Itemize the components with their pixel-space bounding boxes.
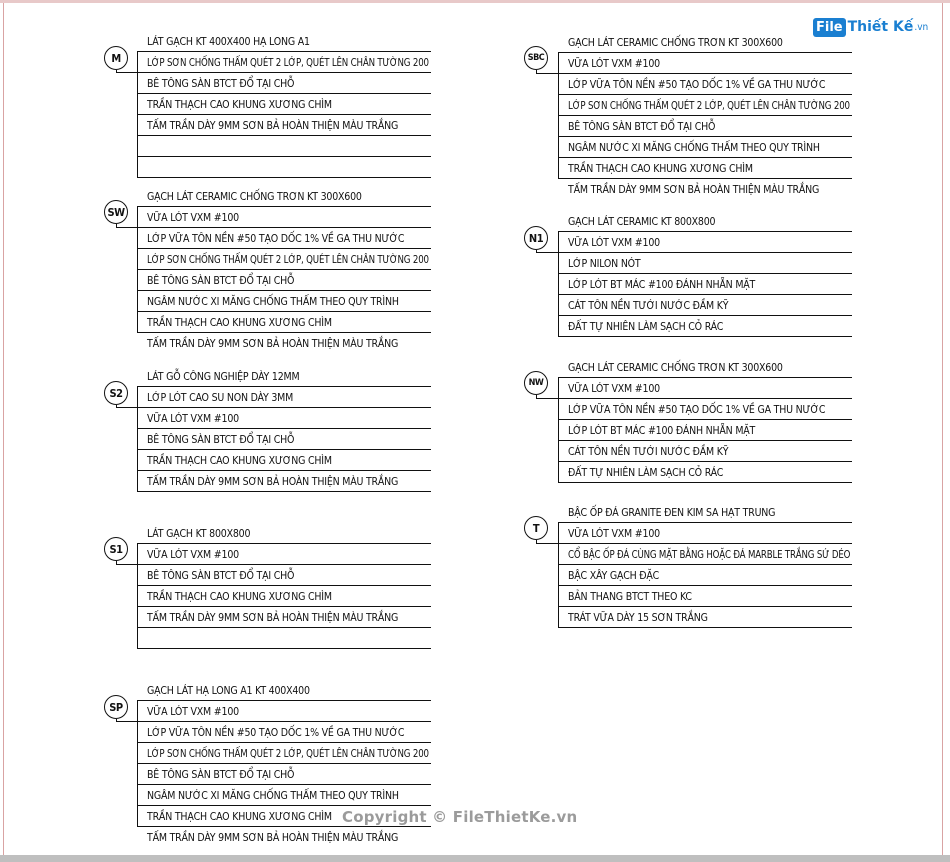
layer-row [137,586,431,607]
layer-row [558,565,852,586]
layer-row [137,565,431,586]
logo-brand-box: File [813,18,846,37]
frame-left-border [3,3,4,855]
marker-n1: N1 [524,226,548,250]
layer-label: ĐẤT TỰ NHIÊN LÀM SẠCH CỎ RÁC [568,321,724,333]
layer-row [137,73,431,94]
layer-row [558,95,852,116]
layer-label: TRẦN THẠCH CAO KHUNG XƯƠNG CHÌM [147,591,332,603]
marker-sp: SP [104,695,128,719]
layer-row [558,32,852,53]
marker-m: M [104,46,128,70]
layer-row [558,116,852,137]
layer-row [137,136,431,157]
layer-label: TẤM TRẦN DÀY 9MM SƠN BẢ HOÀN THIỆN MÀU TRẮNG [147,612,399,624]
layer-label: TRẦN THẠCH CAO KHUNG XƯƠNG CHÌM [147,455,332,467]
layer-label: NGÂM NƯỚC XI MĂNG CHỐNG THẤM THEO QUY TRÌNH [147,790,399,802]
leader-spur-sw [116,227,137,228]
layer-label: TẤM TRẦN DÀY 9MM SƠN BẢ HOÀN THIỆN MÀU TRẮNG [147,120,399,132]
layer-label: BÊ TÔNG SÀN BTCT ĐỔ TẠI CHỖ [568,121,716,133]
layer-label: TẤM TRẦN DÀY 9MM SƠN BẢ HOÀN THIỆN MÀU TRẮNG [147,476,399,488]
layer-row [558,544,852,565]
layer-label: BÊ TÔNG SÀN BTCT ĐỔ TẠI CHỖ [147,275,295,287]
layer-row [558,137,852,158]
leader-spur-sbc [536,73,558,74]
layer-row [137,52,431,73]
layer-row [137,249,431,270]
layer-row [137,291,431,312]
layer-row [137,270,431,291]
layer-label: VỮA LÓT VXM #100 [568,237,660,249]
layer-row [558,399,852,420]
layer-label: NGÂM NƯỚC XI MĂNG CHỐNG THẤM THEO QUY TRÌNH [568,142,820,154]
layer-label: TẤM TRẦN DÀY 9MM SƠN BẢ HOÀN THIỆN MÀU TRẮNG [147,338,399,350]
layer-row [558,420,852,441]
layer-label: TRẦN THẠCH CAO KHUNG XƯƠNG CHÌM [147,99,332,111]
layer-label: GẠCH LÁT HẠ LONG A1 KT 400X400 [147,685,310,697]
layer-label: VỮA LÓT VXM #100 [147,413,239,425]
layer-row [558,295,852,316]
layer-label: LÁT GỖ CÔNG NGHIỆP DÀY 12MM [147,371,300,383]
frame-right-border [942,3,943,855]
layer-label: BÊ TÔNG SÀN BTCT ĐỔ TẠI CHỖ [147,570,295,582]
layer-label: LÁT GẠCH KT 400X400 HẠ LONG A1 [147,36,310,48]
layer-row [558,523,852,544]
layer-label: LỚP VỮA TÔN NỀN #50 TẠO DỐC 1% VỀ GA THU NƯỚC [568,79,826,91]
layer-row [137,628,431,649]
layer-label: LỚP SƠN CHỐNG THẤM QUÉT 2 LỚP, QUÉT LÊN CHÂN TƯỜNG 200 [568,100,850,112]
frame-top-border [0,0,950,3]
layer-label: LỚP LÓT BT MÁC #100 ĐÁNH NHẴN MẶT [568,425,756,437]
layer-label: BẬC XÂY GẠCH ĐẶC [568,570,660,582]
layer-label: LỚP VỮA TÔN NỀN #50 TẠO DỐC 1% VỀ GA THU NƯỚC [568,404,826,416]
layer-row [558,462,852,483]
leader-spur-s1 [116,564,137,565]
layer-row [137,94,431,115]
layer-label: TRẦN THẠCH CAO KHUNG XƯƠNG CHÌM [147,811,332,823]
layer-row [137,333,431,354]
layer-label: LÁT GẠCH KT 800X800 [147,528,251,540]
layer-label: TRẦN THẠCH CAO KHUNG XƯƠNG CHÌM [147,317,332,329]
layer-row [558,441,852,462]
layer-label: LỚP NILON NÓT [568,258,641,270]
leader-spur-nw [536,398,558,399]
layer-row [137,680,431,701]
layer-label: CÁT TÔN NỀN TƯỚI NƯỚC ĐẦM KỸ [568,446,729,458]
layer-row [137,450,431,471]
layer-row [558,357,852,378]
logo-tld: .vn [914,21,929,33]
marker-sw: SW [104,200,128,224]
layer-row [137,31,431,52]
layer-label: TẤM TRẦN DÀY 9MM SƠN BẢ HOÀN THIỆN MÀU TRẮNG [147,832,399,844]
layer-label: BẢN THANG BTCT THEO KC [568,591,692,603]
layer-row [558,586,852,607]
layer-row [137,722,431,743]
layer-row [137,764,431,785]
layer-label: TẤM TRẦN DÀY 9MM SƠN BẢ HOÀN THIỆN MÀU TRẮNG [568,184,820,196]
layer-label: GẠCH LÁT CERAMIC CHỐNG TRƠN KT 300X600 [568,37,783,49]
layer-row [558,158,852,179]
leader-spur-s2 [116,407,137,408]
leader-spur-t [536,543,558,544]
layer-row [558,607,852,628]
layer-row [137,743,431,764]
layer-label: VỮA LÓT VXM #100 [147,212,239,224]
layer-label: VỮA LÓT VXM #100 [147,549,239,561]
layer-label: GẠCH LÁT CERAMIC CHỐNG TRƠN KT 300X600 [568,362,783,374]
layer-label: LỚP SƠN CHỐNG THẤM QUÉT 2 LỚP, QUÉT LÊN CHÂN TƯỜNG 200 [147,57,429,69]
layer-label: LỚP VỮA TÔN NỀN #50 TẠO DỐC 1% VỀ GA THU NƯỚC [147,233,405,245]
layer-label: GẠCH LÁT CERAMIC KT 800X800 [568,216,716,228]
layer-label: NGÂM NƯỚC XI MĂNG CHỐNG THẤM THEO QUY TRÌNH [147,296,399,308]
layer-row [137,366,431,387]
logo-name: Thiết Kế [847,19,914,35]
layer-row [558,179,852,200]
layer-row [558,253,852,274]
layer-label: LỚP LÓT CAO SU NON DÀY 3MM [147,392,294,404]
layer-row [558,53,852,74]
layer-row [558,378,852,399]
layer-label: VỮA LÓT VXM #100 [568,528,660,540]
layer-label: VỮA LÓT VXM #100 [568,58,660,70]
layer-label: LỚP SƠN CHỐNG THẤM QUÉT 2 LỚP, QUÉT LÊN CHÂN TƯỜNG 200 [147,748,429,760]
layer-row [137,186,431,207]
layer-row [137,785,431,806]
layer-label: BÊ TÔNG SÀN BTCT ĐỔ TẠI CHỖ [147,434,295,446]
marker-s2: S2 [104,381,128,405]
layer-row [558,74,852,95]
layer-row [137,701,431,722]
layer-row [137,228,431,249]
layer-label: GẠCH LÁT CERAMIC CHỐNG TRƠN KT 300X600 [147,191,362,203]
layer-row [137,207,431,228]
layer-row [137,607,431,628]
marker-t: T [524,516,548,540]
layer-label: BÊ TÔNG SÀN BTCT ĐỔ TẠI CHỖ [147,769,295,781]
layer-row [137,157,431,178]
layer-row [558,274,852,295]
layer-label: BẬC ỐP ĐÁ GRANITE ĐEN KIM SA HẠT TRUNG [568,507,776,519]
leader-spur-m [116,72,137,73]
frame-bottom-border [0,855,950,862]
layer-row [558,502,852,523]
layer-row [137,429,431,450]
layer-row [137,827,431,848]
layer-label: TRẦN THẠCH CAO KHUNG XƯƠNG CHÌM [568,163,753,175]
layer-label: VỮA LÓT VXM #100 [568,383,660,395]
layer-row [137,544,431,565]
marker-sbc: SBC [524,46,548,70]
leader-spur-sp [116,721,137,722]
layer-row [137,115,431,136]
layer-row [558,232,852,253]
layer-row [558,211,852,232]
marker-nw: NW [524,371,548,395]
layer-row [137,408,431,429]
layer-row [137,523,431,544]
layer-row [137,312,431,333]
layer-label: CỔ BẬC ỐP ĐÁ CÙNG MẶT BẰNG HOẶC ĐÁ MARBLE TRẮNG SỨ DÉO [568,549,851,561]
layer-label: LỚP SƠN CHỐNG THẤM QUÉT 2 LỚP, QUÉT LÊN CHÂN TƯỜNG 200 [147,254,429,266]
layer-label: CÁT TÔN NỀN TƯỚI NƯỚC ĐẦM KỸ [568,300,729,312]
layer-label: TRÁT VỮA DÀY 15 SƠN TRẮNG [568,612,708,624]
leader-spur-n1 [536,252,558,253]
layer-label: ĐẤT TỰ NHIÊN LÀM SẠCH CỎ RÁC [568,467,724,479]
layer-label: LỚP VỮA TÔN NỀN #50 TẠO DỐC 1% VỀ GA THU NƯỚC [147,727,405,739]
copyright-watermark: Copyright © FileThietKe.vn [342,808,578,826]
layer-row [558,316,852,337]
layer-row [137,471,431,492]
marker-s1: S1 [104,537,128,561]
layer-row [137,387,431,408]
layer-label: VỮA LÓT VXM #100 [147,706,239,718]
layer-label: BÊ TÔNG SÀN BTCT ĐỔ TẠI CHỖ [147,78,295,90]
layer-label: LỚP LÓT BT MÁC #100 ĐÁNH NHẴN MẶT [568,279,756,291]
